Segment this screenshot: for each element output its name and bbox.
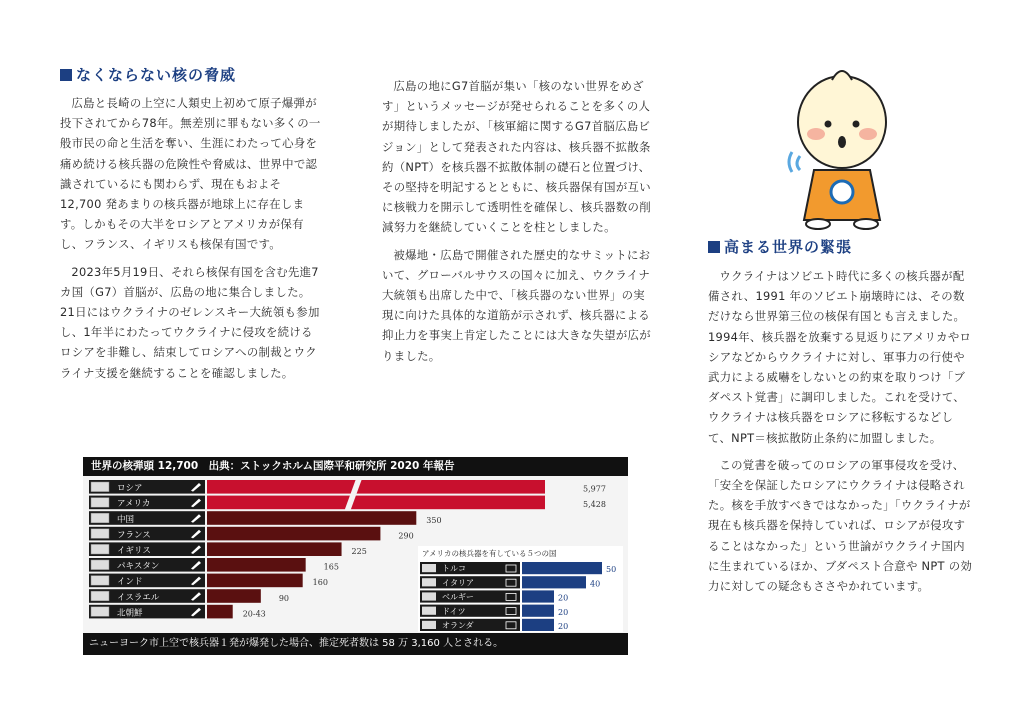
nuclear-warheads-chart: [83, 457, 628, 655]
paragraph: ウクライナはソビエト時代に多くの核兵器が配備され、1991 年のソビエト崩壊時には、その数だけなら世界第三位の核保有国とも言えました。1994年、核兵器を放棄する見返りにアメリカやロシアなどからウクライナに対し、軍事力の行使や武力による威嚇をしないとの約束を取りつけ「ブダペスト覚書」に調印しました。これを受けて、ウクライナは核兵器をロシアに移転するなどして、NPT＝核拡散防止条約に加盟しました。: [708, 269, 972, 445]
inset-bar: [522, 619, 554, 631]
flag-icon: [422, 621, 436, 629]
value-label: 20-43: [242, 609, 266, 619]
value-label: 225: [351, 547, 367, 556]
bar: [207, 589, 261, 603]
flag-icon: [91, 591, 109, 601]
value-label: 165: [323, 562, 339, 572]
section-heading-threat: [60, 64, 236, 85]
inset-bar: [522, 576, 586, 588]
middle-column: [382, 76, 654, 373]
inset-bar: [522, 562, 602, 574]
value-label: 5,428: [583, 500, 606, 510]
inset-value-label: 20: [558, 607, 569, 617]
paragraph: この覚書を破ってのロシアの軍事侵攻を受け、「安全を保証したロシアにウクライナは侵略された。核を手放すべきではなかった」「ウクライナが現在も核兵器を保持していれば、ロシアが侵攻することはなかった」という世論がウクライナ国内に生まれているほか、ブダペスト合意や NPT の効力に対しての疑念もささやかれています。: [708, 457, 973, 594]
bar: [207, 605, 233, 619]
inset-country-label: オランダ: [442, 621, 474, 630]
chart-plot: [83, 476, 628, 633]
flag-icon: [422, 592, 436, 600]
inset-value-label: 20: [558, 593, 569, 603]
country-label: アメリカ: [117, 499, 151, 510]
paragraph: 被爆地・広島で開催された歴史的なサミットにおいて、グローバルサウスの国々に加え、ウクライナ大統領も出席した中で、「核兵器のない世界」の実現に向けた具体的な道筋が示されず、核兵器による抑止力を事実上肯定したことには大きな失望が広がりました。: [382, 247, 651, 363]
bar: [207, 511, 416, 525]
country-label: 北朝鮮: [117, 608, 143, 619]
bar: [207, 558, 306, 572]
flag-icon: [91, 607, 109, 617]
country-label: 中国: [117, 514, 135, 525]
bar: [207, 574, 303, 588]
heading-square-icon: [708, 241, 720, 253]
mascot-illustration: [780, 60, 900, 230]
heading-text: なくならない核の脅威: [76, 66, 237, 84]
country-label: ロシア: [117, 483, 143, 494]
flag-icon: [91, 576, 109, 586]
country-label: インド: [117, 577, 143, 588]
flag-icon: [91, 529, 109, 539]
flag-icon: [91, 560, 109, 570]
inset-value-label: 50: [606, 565, 617, 575]
heading-text: 高まる世界の緊張: [724, 238, 853, 256]
section-heading-tension: [708, 236, 852, 257]
inset-title: アメリカの核兵器を有している５つの国: [422, 549, 557, 558]
right-column: [708, 266, 976, 603]
value-label: 160: [312, 578, 328, 588]
chart-title: 世界の核弾頭 12,700 出典：ストックホルム国際平和研究所 2020 年報告: [83, 457, 628, 476]
flag-icon: [422, 578, 436, 586]
flag-icon: [91, 498, 109, 508]
inset-country-label: ベルギー: [442, 592, 474, 602]
inset-bar: [522, 605, 554, 617]
paragraph: 2023年5月19日、それら核保有国を含む先進7カ国（G7）首脳が、広島の地に集合しました。21日にはウクライナのゼレンスキー大統領も参加し、1年半にわたってウクライナに侵攻を続けるロシアを非難し、結束してロシアへの制裁とウクライナ支援を継続することを確認しました。: [60, 264, 320, 380]
value-label: 350: [426, 515, 442, 525]
inset-country-label: イタリア: [442, 578, 474, 588]
flag-icon: [91, 544, 109, 554]
value-label: 5,977: [583, 484, 606, 494]
heading-square-icon: [60, 69, 72, 81]
inset-bar: [522, 590, 554, 602]
value-label: 90: [278, 593, 290, 603]
bar: [207, 480, 545, 494]
flag-icon: [91, 513, 109, 523]
country-label: フランス: [117, 530, 151, 541]
paragraph: 広島と長崎の上空に人類史上初めて原子爆弾が投下されてから78年。無差別に罪もない多くの一般市民の命と生活を奪い、生涯にわたって心身を痛め続ける核兵器の危険性や脅威は、世界中で認識されているにも関わらず、現在もおよそ 12,700 発あまりの核兵器が地球上に存在します。しかもその大半をロシアとアメリカが保有し、フランス、イギリスも核保有国です。: [60, 96, 321, 252]
bar: [207, 542, 342, 556]
inset-country-label: トルコ: [442, 564, 466, 574]
bar: [207, 527, 380, 541]
country-label: パキスタン: [117, 561, 160, 572]
bar: [207, 496, 545, 510]
chart-note: ニューヨーク市上空で核兵器１発が爆発した場合、推定死者数は 58 万 3,160 人とされる。: [83, 633, 628, 655]
paragraph: 広島の地にG7首脳が集い「核のない世界をめざす」というメッセージが発せられることを多くの人が期待しましたが、「核軍縮に関するG7首脳広島ビジョン」として発表された内容は、核兵器不拡散条約（NPT）を核兵器不拡散体制の礎石と位置づけ、その堅持を明記するとともに、核兵器保有国が互いに核戦力を開示して透明性を確保し、核兵器数の削減努力を継続していくことを柱としました。: [382, 79, 651, 235]
inset-value-label: 20: [558, 622, 569, 631]
country-label: イスラエル: [117, 592, 160, 603]
flag-icon: [91, 482, 109, 492]
left-column: [60, 93, 322, 390]
inset-value-label: 40: [590, 579, 601, 589]
country-label: イギリス: [117, 546, 151, 556]
flag-icon: [422, 607, 436, 615]
value-label: 290: [398, 531, 414, 541]
flag-icon: [422, 564, 436, 572]
inset-country-label: ドイツ: [442, 606, 466, 616]
